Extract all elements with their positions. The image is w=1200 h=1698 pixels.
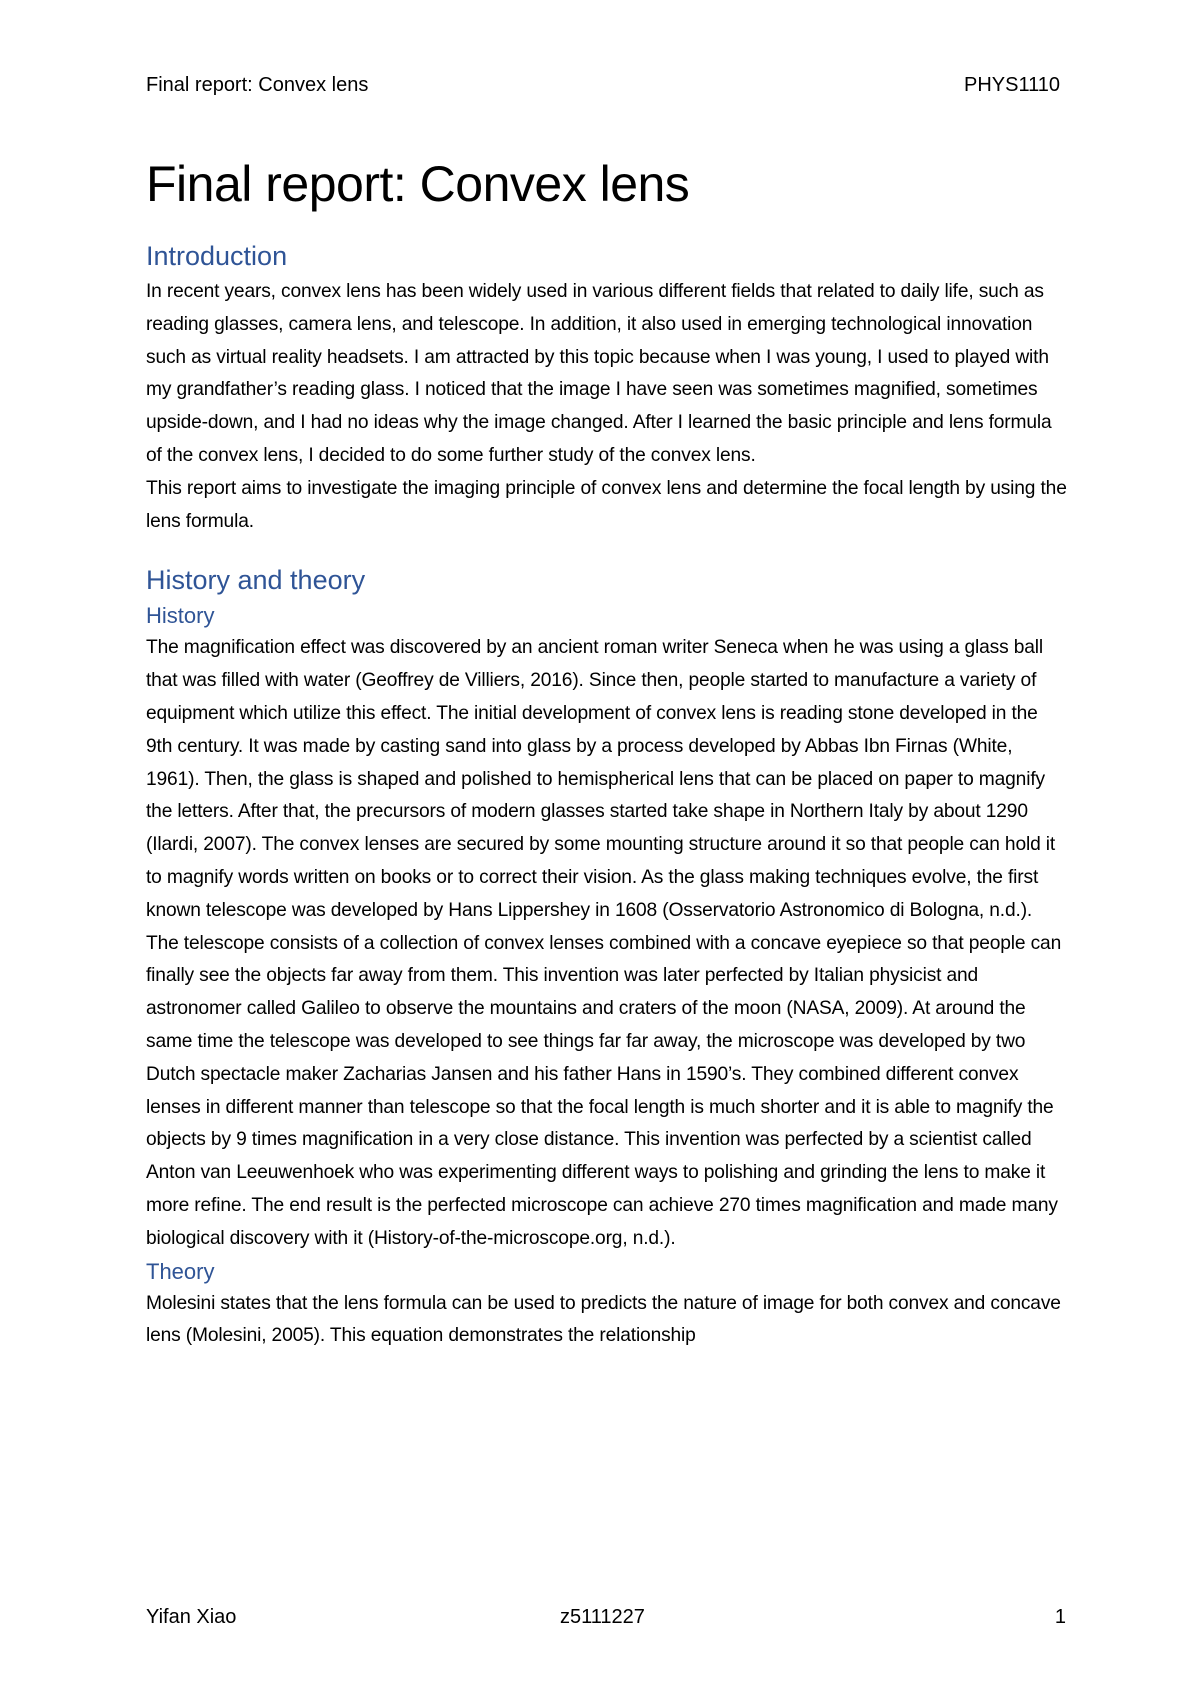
footer-student-id: z5111227 [560, 1606, 645, 1628]
page-header [146, 72, 1060, 98]
document-body [146, 140, 1068, 1353]
introduction-heading: Introduction [146, 241, 288, 271]
history-theory-heading: History and theory [146, 565, 366, 596]
footer-author: Yifan Xiao [146, 1606, 237, 1628]
theory-subheading: Theory [146, 1258, 215, 1284]
theory-paragraph: Molesini states that the lens formula can be used to predicts the nature of image for both convex and concave lens (Molesini, 2005). This equation demonstrates the relationship [146, 1292, 1061, 1347]
history-paragraph: The magnification effect was discovered by an ancient roman writer Seneca when he was using a glass ball that was filled with water (Geoffrey de Villiers, 2016). Since then, people started to manufacture a variety of equipment which utilize this effect. The initial development of convex lens is reading stone developed in the 9th century. It was made by casting sand into glass by a process developed by Abbas Ibn Firnas (White, 1961). Then, the glass is shaped and polished to hemispherical lens that can be placed on paper to magnify the letters. After that, the precursors of modern glasses started take shape in Northern Italy by about 1290 (Ilardi, 2007). The convex lenses are secured by some mounting structure around it so that people can hold it to magnify words written on books or to correct their vision. As the glass making techniques evolve, the first known telescope was developed by Hans Lippershey in 1608 (Osservatorio Astronomico di Bologna, n.d.). The telescope consists of a collection of convex lenses combined with a concave eyepiece so that people can finally see the objects far away from them. This invention was later perfected by Italian physicist and astronomer called Galileo to observe the mountains and craters of the moon (NASA, 2009). At around the same time the telescope was developed to see things far far away, the microscope was developed by two Dutch spectacle maker Zacharias Jansen and his father Hans in 1590’s. They combined different convex lenses in different manner than telescope so that the focal length is much shorter and it is able to magnify the objects by 9 times magnification in a very close distance. This invention was perfected by a scientist called Anton van Leeuwenhoek who was experimenting different ways to polishing and grinding the lens to make it more refine. The end result is the perfected microscope can achieve 270 times magnification and made many biological discovery with it (History-of-the-microscope.org, n.d.). [146, 637, 1062, 1249]
page-footer [146, 1604, 1066, 1630]
document-title: Final report: Convex lens [146, 156, 690, 212]
header-title: Final report: Convex lens [146, 74, 369, 96]
introduction-paragraph-2: This report aims to investigate the imaging principle of convex lens and determine the focal length by using the lens formula. [146, 477, 1067, 532]
history-subheading: History [146, 603, 215, 629]
header-course-code: PHYS1110 [964, 74, 1060, 96]
page-number: 1 [1054, 1606, 1066, 1628]
introduction-paragraph-1: In recent years, convex lens has been widely used in various different fields that related to daily life, such as reading glasses, camera lens, and telescope. In addition, it also used in emerging technological innovation such as virtual reality headsets. I am attracted by this topic because when I was young, I used to played with my grandfather’s reading glass. I noticed that the image I have seen was sometimes magnified, sometimes upside-down, and I had no ideas why the image changed. After I learned the basic principle and lens formula of the convex lens, I decided to do some further study of the convex lens. [146, 281, 1052, 466]
